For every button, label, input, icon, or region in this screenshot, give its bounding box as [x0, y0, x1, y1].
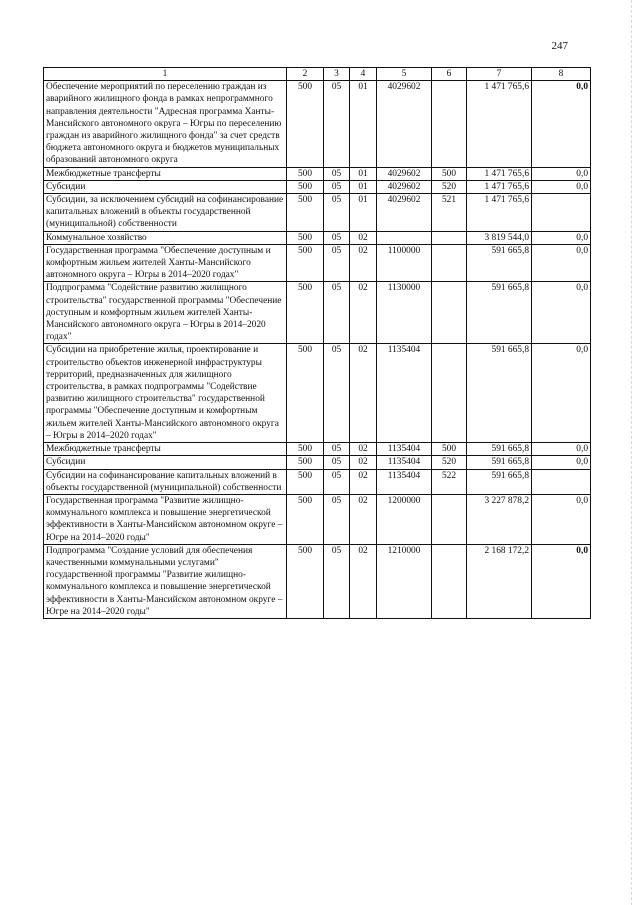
table-row [44, 469, 591, 494]
amount2-cell: 0,0 [532, 494, 591, 544]
section-cell: 05 [324, 244, 350, 282]
code-cell: 500 [287, 194, 324, 232]
scan-edge-mark [630, 0, 632, 905]
header-cell: 1 [44, 68, 287, 81]
row-name-cell: Субсидии на софинансирование капитальных вложений в объекты государственной (муниципальной) собственности [44, 469, 287, 494]
target-article-cell: 4029602 [377, 194, 432, 232]
amount2-cell: 0,0 [532, 244, 591, 282]
expense-type-cell [432, 282, 467, 344]
target-article-cell: 4029602 [377, 167, 432, 180]
expense-type-cell [432, 231, 467, 244]
row-name-cell: Подпрограмма "Создание условий для обеспечения качественными коммунальными услугами" государственной программы "Развитие жилищно-коммунального комплекса и повышение энергетической эффективности в Ханты-Мансийском автономном округе – Югре на 2014–2020 годы" [44, 544, 287, 618]
expense-type-cell [432, 494, 467, 544]
code-cell: 500 [287, 231, 324, 244]
amount-cell: 1 471 765,6 [467, 194, 532, 232]
section-cell: 05 [324, 231, 350, 244]
code-cell: 500 [287, 456, 324, 469]
target-article-cell [377, 231, 432, 244]
code-cell: 500 [287, 344, 324, 443]
row-name-cell: Субсидии [44, 180, 287, 193]
amount2-cell [532, 469, 591, 494]
amount2-cell: 0,0 [532, 282, 591, 344]
subsection-cell: 02 [350, 244, 377, 282]
section-cell: 05 [324, 167, 350, 180]
row-name-cell: Подпрограмма "Содействие развитию жилищного строительства" государственной программы "Обеспечение доступным и комфортным жильем жителей Ханты-Мансийского автономного округа – Югры в 2014–2020 годах" [44, 282, 287, 344]
table-row [44, 81, 591, 167]
row-name-cell: Коммунальное хозяйство [44, 231, 287, 244]
subsection-cell: 02 [350, 456, 377, 469]
target-article-cell: 4029602 [377, 81, 432, 167]
amount-cell: 591 665,8 [467, 456, 532, 469]
expense-type-cell [432, 244, 467, 282]
row-name-cell: Государственная программа "Обеспечение доступным и комфортным жильем жителей Ханты-Мансийского автономного округа – Югры в 2014–2020 годах" [44, 244, 287, 282]
subsection-cell: 02 [350, 344, 377, 443]
expense-type-cell [432, 344, 467, 443]
expense-type-cell: 520 [432, 180, 467, 193]
expense-type-cell: 522 [432, 469, 467, 494]
section-cell: 05 [324, 180, 350, 193]
amount2-cell: 0,0 [532, 180, 591, 193]
header-cell: 3 [324, 68, 350, 81]
target-article-cell: 1210000 [377, 544, 432, 618]
code-cell: 500 [287, 167, 324, 180]
section-cell: 05 [324, 456, 350, 469]
amount2-cell: 0,0 [532, 456, 591, 469]
subsection-cell: 02 [350, 282, 377, 344]
amount-cell: 591 665,8 [467, 443, 532, 456]
target-article-cell: 1135404 [377, 469, 432, 494]
code-cell: 500 [287, 282, 324, 344]
page-number: 247 [551, 40, 568, 52]
target-article-cell: 1130000 [377, 282, 432, 344]
table-row [44, 194, 591, 232]
code-cell: 500 [287, 544, 324, 618]
code-cell: 500 [287, 81, 324, 167]
amount2-cell: 0,0 [532, 167, 591, 180]
amount-cell: 1 471 765,6 [467, 81, 532, 167]
code-cell: 500 [287, 244, 324, 282]
target-article-cell: 1135404 [377, 456, 432, 469]
section-cell: 05 [324, 544, 350, 618]
subsection-cell: 01 [350, 81, 377, 167]
header-cell: 4 [350, 68, 377, 81]
amount-cell: 591 665,8 [467, 282, 532, 344]
subsection-cell: 02 [350, 231, 377, 244]
subsection-cell: 02 [350, 443, 377, 456]
row-name-cell: Субсидии [44, 456, 287, 469]
code-cell: 500 [287, 469, 324, 494]
table-row [44, 231, 591, 244]
subsection-cell: 02 [350, 544, 377, 618]
amount-cell: 3 227 878,2 [467, 494, 532, 544]
table-row [44, 544, 591, 618]
amount2-cell: 0,0 [532, 81, 591, 167]
budget-table [43, 67, 591, 619]
amount-cell: 591 665,8 [467, 244, 532, 282]
table-row [44, 443, 591, 456]
amount2-cell: 0,0 [532, 231, 591, 244]
target-article-cell: 1100000 [377, 244, 432, 282]
amount-cell: 591 665,8 [467, 469, 532, 494]
header-cell: 6 [432, 68, 467, 81]
row-name-cell: Субсидии на приобретение жилья, проектирование и строительство объектов инженерной инфраструктуры территорий, предназначенных для жилищного строительства, в рамках подпрограммы "Содействие развитию жилищного строительства" государственной программы "Обеспечение доступным и комфортным жильем жителей Ханты-Мансийского автономного округа – Югры в 2014–2020 годах" [44, 344, 287, 443]
table-row [44, 344, 591, 443]
expense-type-cell: 500 [432, 443, 467, 456]
header-cell: 7 [467, 68, 532, 81]
amount-cell: 1 471 765,6 [467, 180, 532, 193]
amount2-cell: 0,0 [532, 443, 591, 456]
subsection-cell: 01 [350, 180, 377, 193]
subsection-cell: 02 [350, 469, 377, 494]
target-article-cell: 4029602 [377, 180, 432, 193]
amount-cell: 1 471 765,6 [467, 167, 532, 180]
table-row [44, 180, 591, 193]
table-row [44, 456, 591, 469]
subsection-cell: 01 [350, 167, 377, 180]
row-name-cell: Государственная программа "Развитие жилищно-коммунального комплекса и повышение энергетической эффективности в Ханты-Мансийском автономном округе – Югре на 2014–2020 годы" [44, 494, 287, 544]
target-article-cell: 1200000 [377, 494, 432, 544]
target-article-cell: 1135404 [377, 443, 432, 456]
amount-cell: 2 168 172,2 [467, 544, 532, 618]
section-cell: 05 [324, 194, 350, 232]
row-name-cell: Межбюджетные трансферты [44, 167, 287, 180]
amount2-cell [532, 194, 591, 232]
section-cell: 05 [324, 494, 350, 544]
expense-type-cell [432, 81, 467, 167]
header-cell: 5 [377, 68, 432, 81]
table-header-row [44, 68, 591, 81]
expense-type-cell: 521 [432, 194, 467, 232]
target-article-cell: 1135404 [377, 344, 432, 443]
amount2-cell: 0,0 [532, 544, 591, 618]
row-name-cell: Межбюджетные трансферты [44, 443, 287, 456]
expense-type-cell: 520 [432, 456, 467, 469]
amount-cell: 591 665,8 [467, 344, 532, 443]
section-cell: 05 [324, 81, 350, 167]
expense-type-cell: 500 [432, 167, 467, 180]
row-name-cell: Обеспечение мероприятий по переселению граждан из аварийного жилищного фонда в рамках непрограммного направления деятельности "Адресная программа Ханты-Мансийского автономного округа – Югры по переселению граждан из аварийного жилищного фонда" за счет средств бюджета автономного округа и бюджетов муниципальных образований автономного округа [44, 81, 287, 167]
code-cell: 500 [287, 180, 324, 193]
section-cell: 05 [324, 282, 350, 344]
code-cell: 500 [287, 494, 324, 544]
table-row [44, 282, 591, 344]
amount-cell: 3 819 544,0 [467, 231, 532, 244]
code-cell: 500 [287, 443, 324, 456]
section-cell: 05 [324, 469, 350, 494]
table-row [44, 494, 591, 544]
table-row [44, 244, 591, 282]
expense-type-cell [432, 544, 467, 618]
row-name-cell: Субсидии, за исключением субсидий на софинансирование капитальных вложений в объекты государственной (муниципальной) собственности [44, 194, 287, 232]
section-cell: 05 [324, 443, 350, 456]
amount2-cell: 0,0 [532, 344, 591, 443]
section-cell: 05 [324, 344, 350, 443]
subsection-cell: 02 [350, 494, 377, 544]
header-cell: 2 [287, 68, 324, 81]
table-row [44, 167, 591, 180]
subsection-cell: 01 [350, 194, 377, 232]
header-cell: 8 [532, 68, 591, 81]
